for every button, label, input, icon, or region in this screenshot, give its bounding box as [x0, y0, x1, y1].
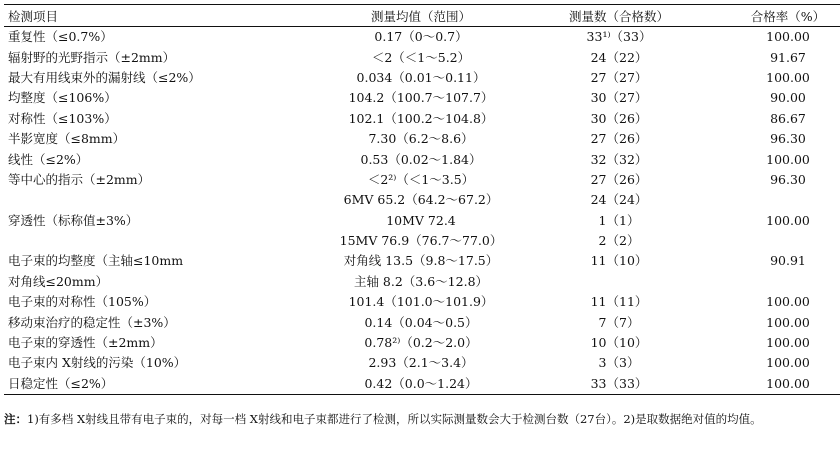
cell-mean: 7.30（6.2～8.6） — [368, 131, 474, 147]
cell-mean: 102.1（100.2～104.8） — [348, 110, 494, 126]
table-row — [4, 47, 840, 67]
cell-mean: 0.14（0.04～0.5） — [364, 314, 478, 330]
cell-item: 辐射野的光野指示（±2mm） — [8, 49, 176, 65]
cell-mean: ＜2（＜1～5.2） — [371, 49, 471, 65]
cell-rate: 100.00 — [766, 355, 810, 371]
table-row — [4, 68, 840, 88]
cell-mean: 15MV 76.9（76.7～77.0） — [339, 233, 503, 249]
cell-count: 24（24） — [590, 192, 648, 208]
cell-count: 33¹⁾（33） — [586, 29, 652, 45]
table-header-row — [4, 5, 840, 27]
cell-mean: 0.78²⁾（0.2～2.0） — [364, 335, 478, 351]
header-count: 测量数（合格数） — [530, 5, 708, 27]
table-row — [4, 149, 840, 169]
cell-count: 11（11） — [590, 294, 648, 310]
cell-item: 电子束的均整度（主轴≤10mm — [8, 253, 184, 269]
cell-count: 27（26） — [590, 131, 648, 147]
cell-rate: 96.30 — [770, 131, 806, 147]
header-rate: 合格率（%） — [708, 5, 840, 27]
cell-count — [530, 272, 708, 292]
table-row — [4, 170, 840, 190]
table-row — [4, 129, 840, 149]
table-row — [4, 292, 840, 312]
cell-item: 均整度（≤106%） — [8, 90, 117, 106]
table-row — [4, 211, 840, 231]
cell-rate: 100.00 — [766, 294, 810, 310]
cell-item: 电子束内 X射线的污染（10%） — [8, 355, 187, 371]
cell-item: 对称性（≤103%） — [8, 110, 117, 126]
table-row — [4, 374, 840, 395]
cell-mean: ＜2²⁾（＜1～3.5） — [367, 171, 475, 187]
cell-rate: 100.00 — [766, 314, 810, 330]
header-mean: 测量均值（范围） — [312, 5, 530, 27]
cell-count: 32（32） — [590, 151, 648, 167]
cell-rate: 90.00 — [770, 90, 806, 106]
cell-item: 电子束的穿透性（±2mm） — [8, 335, 163, 351]
cell-rate: 96.30 — [770, 171, 806, 187]
table-row — [4, 109, 840, 129]
cell-item: 对角线≤20mm） — [8, 273, 109, 289]
cell-rate — [708, 231, 840, 251]
cell-rate: 90.91 — [770, 253, 806, 269]
cell-mean: 0.42（0.0～1.24） — [312, 374, 530, 395]
cell-item: 等中心的指示（±2mm） — [8, 171, 151, 187]
qc-results-table — [4, 4, 840, 395]
cell-count: 7（7） — [598, 314, 640, 330]
cell-mean: 0.17（0～0.7） — [374, 29, 468, 45]
cell-item — [4, 231, 312, 251]
table-row — [4, 190, 840, 210]
cell-item: 电子束的对称性（105%） — [8, 294, 157, 310]
cell-item: 穿透性（标称值±3%） — [8, 212, 139, 228]
cell-rate: 100.00 — [766, 29, 810, 45]
cell-mean: 6MV 65.2（64.2～67.2） — [343, 192, 499, 208]
cell-rate: 100.00 — [708, 374, 840, 395]
cell-rate: 100.00 — [766, 151, 810, 167]
footnote-text: 1)有多档 X射线且带有电子束的，对每一档 X射线和电子束都进行了检测，所以实际测量数会大于检测台数（27台）。2)是取数据绝对值的均值。 — [27, 412, 762, 426]
cell-mean: 101.4（101.0～101.9） — [348, 294, 494, 310]
table-row — [4, 272, 840, 292]
cell-count: 24（22） — [590, 49, 648, 65]
cell-item: 线性（≤2%） — [8, 151, 89, 167]
cell-mean: 2.93（2.1～3.4） — [368, 355, 474, 371]
cell-rate: 91.67 — [770, 49, 806, 65]
cell-item: 日稳定性（≤2%） — [4, 374, 312, 395]
cell-count: 33（33） — [530, 374, 708, 395]
cell-mean: 10MV 72.4 — [386, 212, 456, 228]
table-row — [4, 88, 840, 108]
table-row — [4, 27, 840, 48]
cell-rate — [708, 190, 840, 210]
cell-rate: 86.67 — [770, 110, 806, 126]
cell-item: 最大有用线束外的漏射线（≤2%） — [8, 69, 201, 85]
cell-rate: 100.00 — [766, 212, 810, 228]
cell-item — [4, 190, 312, 210]
table-footnote — [4, 410, 836, 428]
cell-count: 11（10） — [590, 253, 648, 269]
cell-count: 30（26） — [590, 110, 648, 126]
cell-count: 3（3） — [598, 355, 640, 371]
cell-count: 27（27） — [590, 69, 648, 85]
cell-rate: 100.00 — [766, 69, 810, 85]
cell-mean: 0.53（0.02～1.84） — [360, 151, 482, 167]
table-row — [4, 231, 840, 251]
cell-count: 30（27） — [590, 90, 648, 106]
cell-rate: 100.00 — [766, 335, 810, 351]
cell-mean: 对角线 13.5（9.8～17.5） — [343, 253, 499, 269]
cell-count: 10（10） — [590, 335, 648, 351]
table-row — [4, 333, 840, 353]
cell-count: 1（1） — [598, 212, 640, 228]
footnote-label: 注： — [4, 412, 27, 426]
cell-item: 移动束治疗的稳定性（±3%） — [8, 314, 176, 330]
header-item: 检测项目 — [4, 5, 312, 27]
cell-rate — [708, 272, 840, 292]
table-row — [4, 312, 840, 332]
cell-count: 2（2） — [598, 233, 640, 249]
cell-mean: 104.2（100.7～107.7） — [348, 90, 494, 106]
table-row — [4, 353, 840, 373]
cell-mean: 主轴 8.2（3.6～12.8） — [353, 273, 489, 289]
cell-item: 重复性（≤0.7%） — [8, 29, 113, 45]
cell-mean: 0.034（0.01～0.11） — [356, 69, 486, 85]
cell-item: 半影宽度（≤8mm） — [8, 131, 126, 147]
cell-count: 27（26） — [590, 171, 648, 187]
table-row — [4, 251, 840, 271]
